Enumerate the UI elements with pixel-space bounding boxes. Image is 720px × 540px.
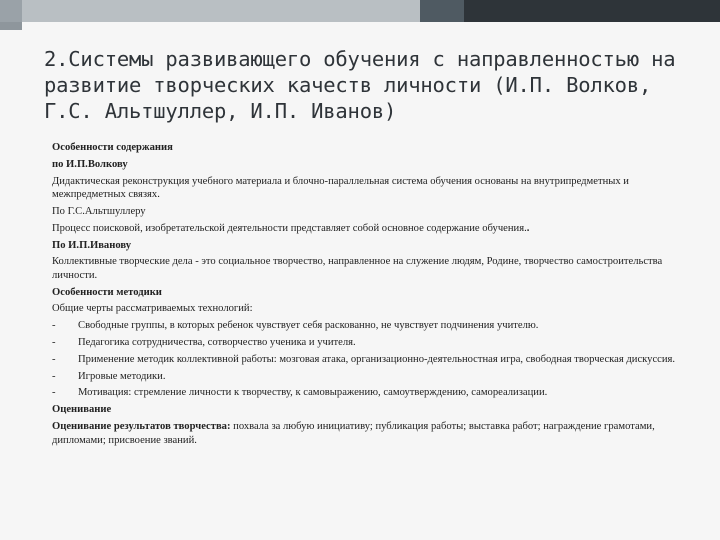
list-item: [52, 319, 692, 336]
top-bar: [0, 0, 720, 22]
evaluation-text: похвала за любую инициативу; публикация работы; выставка работ; награждение грамотами, дипломами; присвоение званий.: [52, 420, 655, 446]
evaluation-label: Оценивание результатов творчества:: [52, 420, 231, 432]
corner-tab: [0, 22, 22, 30]
altshuller-dot: .: [526, 222, 530, 234]
heading-content-features: Особенности содержания: [52, 142, 173, 153]
list-dash: -: [52, 320, 56, 332]
list-item-text: Мотивация: стремление личности к творчеству, к самовыражению, самоутверждению, самореализации.: [78, 387, 548, 399]
list-item-text: Свободные группы, в которых ребенок чувствует себя раскованно, не чувствует подчинения учителю.: [78, 320, 539, 332]
list-dash: -: [52, 370, 56, 382]
volkov-text: Дидактическая реконструкция учебного материала и блочно-параллельная система обучения основаны на внутрипредметных и межпредметных связях.: [52, 175, 629, 201]
evaluation-paragraph: [52, 420, 692, 450]
ivanov-text: Коллективные творческие дела - это социальное творчество, направленное на служение людям, Родине, творчество самостроительства личности.: [52, 256, 663, 281]
altshuller-text: Процесс поисковой, изобретательской деятельности представляет собой основное содержание обучения.: [52, 222, 527, 234]
heading-evaluation: Оценивание: [52, 404, 112, 416]
list-dash: -: [52, 353, 56, 365]
list-item-text: Педагогика сотрудничества, сотворчество ученика и учителя.: [78, 337, 356, 348]
slide-content: [52, 141, 692, 450]
list-item: [52, 370, 692, 387]
list-item-text: Игровые методики.: [78, 370, 166, 382]
altshuller-paragraph: [52, 222, 692, 239]
slide-title: 2.Системы развивающего обучения с направленностью на развитие творческих качеств личности (И.П. Волков, Г.С. Альтшуллер, И.П. Иванов): [44, 47, 676, 123]
list-dash: -: [52, 337, 56, 348]
ivanov-heading: По И.П.Иванову: [52, 239, 132, 251]
list-item-text: Применение методик коллективной работы: мозговая атака, организационно-деятельностная игра, свободная творческая дискуссия.: [78, 353, 676, 365]
altshuller-heading: По Г.С.Альтшуллеру: [52, 205, 146, 217]
list-item: [52, 386, 692, 403]
list-item: [52, 353, 692, 370]
heading-method-features: Особенности методики: [52, 286, 162, 298]
method-intro: Общие черты рассматриваемых технологий:: [52, 303, 253, 315]
volkov-heading: по И.П.Волкову: [52, 158, 128, 170]
list-item: [52, 336, 692, 353]
list-dash: -: [52, 387, 56, 399]
